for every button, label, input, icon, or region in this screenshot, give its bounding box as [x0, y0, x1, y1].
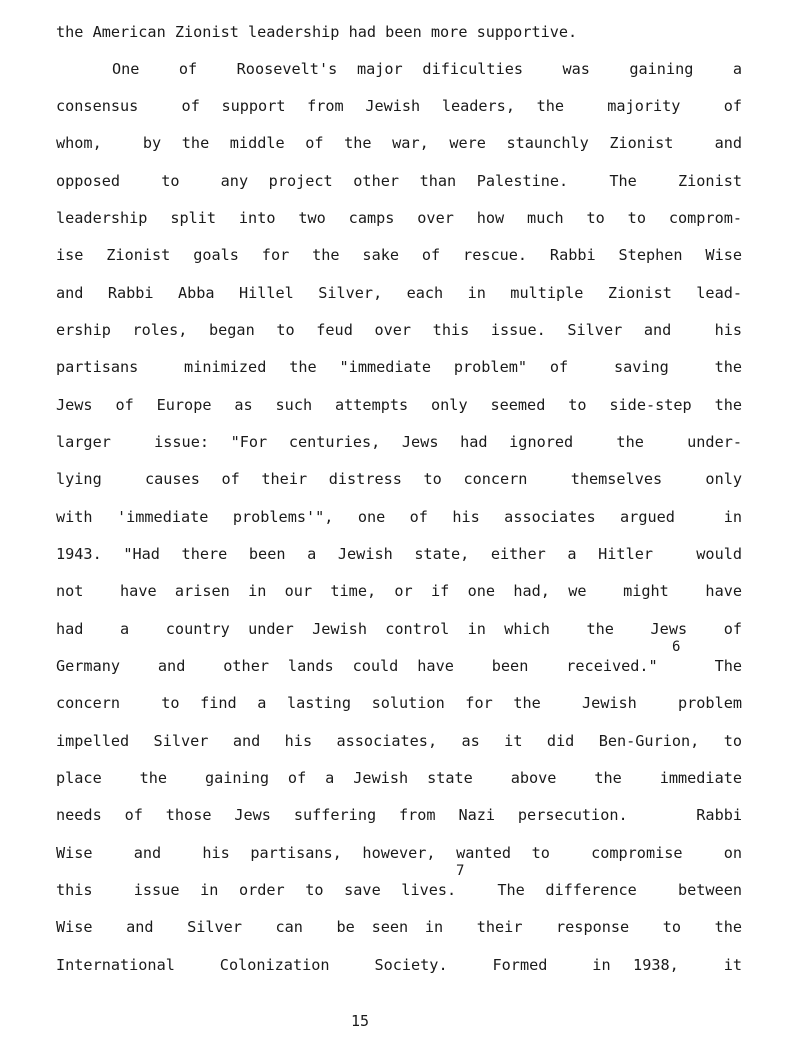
- text-line-9: ership roles, began to feud over this issue. Silver and his: [56, 321, 742, 339]
- text-line-15: 1943. "Had there been a Jewish state, either a Hitler would: [56, 545, 742, 563]
- text-line-14: with 'immediate problems'", one of his associates argued in: [56, 508, 742, 526]
- footnote-marker-6: 6: [672, 639, 681, 655]
- text-line-4: whom, by the middle of the war, were staunchly Zionist and: [56, 134, 742, 152]
- text-line-12: larger issue: "For centuries, Jews had ignored the under-: [56, 433, 742, 451]
- text-line-5: opposed to any project other than Palestine. The Zionist: [56, 172, 742, 190]
- text-line-23: Wise and his partisans, however, wanted to compromise on: [56, 844, 742, 862]
- text-line-20: impelled Silver and his associates, as it did Ben-Gurion, to: [56, 732, 742, 750]
- text-line-22: needs of those Jews suffering from Nazi persecution. Rabbi: [56, 806, 742, 824]
- text-line-21: place the gaining of a Jewish state above the immediate: [56, 769, 742, 787]
- text-line-8: and Rabbi Abba Hillel Silver, each in multiple Zionist lead-: [56, 284, 742, 302]
- page-number-text: 15: [350, 1012, 370, 1030]
- text-line-11: Jews of Europe as such attempts only seemed to side-step the: [56, 396, 742, 414]
- text-line-18: Germany and other lands could have been received." The: [56, 657, 742, 675]
- text-line-16: not have arisen in our time, or if one had, we might have: [56, 582, 742, 600]
- text-line-10: partisans minimized the "immediate problem" of saving the: [56, 358, 742, 376]
- text-line-6: leadership split into two camps over how much to to comprom-: [56, 209, 742, 227]
- text-line-7: ise Zionist goals for the sake of rescue. Rabbi Stephen Wise: [56, 246, 742, 264]
- text-line-13: lying causes of their distress to concern themselves only: [56, 470, 742, 488]
- text-line-3: consensus of support from Jewish leaders, the majority of: [56, 97, 742, 115]
- text-line-25: Wise and Silver can be seen in their response to the: [56, 918, 742, 936]
- footnote-marker-7: 7: [456, 863, 465, 879]
- text-line-26: International Colonization Society. Formed in 1938, it: [56, 956, 742, 974]
- text-line-19: concern to find a lasting solution for the Jewish problem: [56, 694, 742, 712]
- text-line-2: One of Roosevelt's major dificulties was gaining a: [112, 60, 742, 78]
- text-line-17: had a country under Jewish control in which the Jews of: [56, 620, 742, 638]
- text-line-1: the American Zionist leadership had been more supportive.: [56, 23, 578, 41]
- text-line-24: this issue in order to save lives. The difference between: [56, 881, 742, 899]
- page-number: [0, 1012, 804, 1030]
